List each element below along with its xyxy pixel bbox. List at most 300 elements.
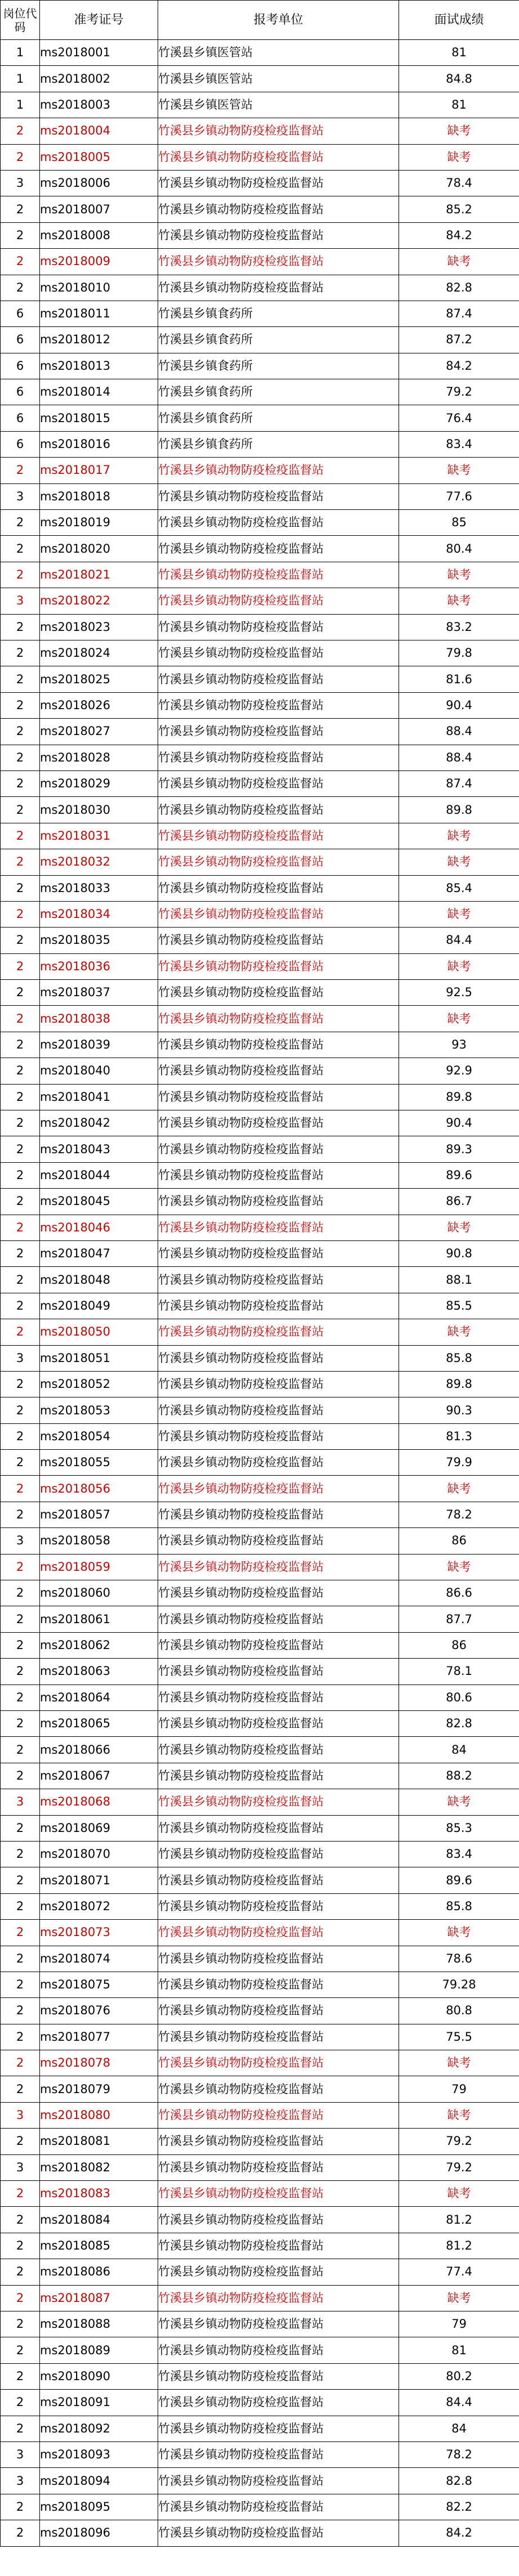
- cell-unit: 竹溪县乡镇食药所: [158, 405, 399, 431]
- cell-score: 缺考: [399, 1920, 519, 1946]
- cell-exam-id: ms2018040: [40, 1058, 158, 1084]
- cell-exam-id: ms2018063: [40, 1659, 158, 1685]
- cell-exam-id: ms2018051: [40, 1345, 158, 1371]
- cell-unit: 竹溪县乡镇动物防疫检疫监督站: [158, 1789, 399, 1815]
- cell-exam-id: ms2018053: [40, 1397, 158, 1423]
- table-row: [1, 275, 519, 301]
- cell-position-code: 2: [1, 2259, 40, 2285]
- cell-unit: 竹溪县乡镇动物防疫检疫监督站: [158, 1632, 399, 1658]
- cell-position-code: 2: [1, 719, 40, 745]
- cell-unit: 竹溪县乡镇动物防疫检疫监督站: [158, 1737, 399, 1763]
- cell-position-code: 2: [1, 1946, 40, 1972]
- cell-unit: 竹溪县乡镇动物防疫检疫监督站: [158, 1476, 399, 1502]
- cell-position-code: 2: [1, 614, 40, 640]
- cell-score: 81.6: [399, 666, 519, 692]
- cell-position-code: 6: [1, 405, 40, 431]
- cell-unit: 竹溪县乡镇动物防疫检疫监督站: [158, 2076, 399, 2102]
- table-row: [1, 849, 519, 875]
- cell-score: 78.2: [399, 2441, 519, 2467]
- cell-score: 81.3: [399, 1423, 519, 1449]
- cell-score: 93: [399, 1032, 519, 1058]
- table-row: [1, 980, 519, 1006]
- cell-exam-id: ms2018020: [40, 536, 158, 562]
- cell-exam-id: ms2018035: [40, 928, 158, 953]
- cell-unit: 竹溪县乡镇动物防疫检疫监督站: [158, 1946, 399, 1972]
- table-row: [1, 2076, 519, 2102]
- cell-position-code: 2: [1, 1032, 40, 1058]
- cell-exam-id: ms2018005: [40, 144, 158, 170]
- cell-unit: 竹溪县乡镇动物防疫检疫监督站: [158, 1450, 399, 1476]
- cell-exam-id: ms2018087: [40, 2285, 158, 2311]
- table-row: [1, 1606, 519, 1632]
- cell-position-code: 2: [1, 2390, 40, 2416]
- cell-score: 83.4: [399, 1841, 519, 1867]
- cell-score: 81.2: [399, 2207, 519, 2233]
- table-row: [1, 875, 519, 901]
- cell-exam-id: ms2018003: [40, 92, 158, 118]
- cell-score: 89.6: [399, 1162, 519, 1188]
- table-row: [1, 770, 519, 796]
- cell-score: 77.6: [399, 483, 519, 509]
- cell-position-code: 2: [1, 1240, 40, 1266]
- cell-score: 缺考: [399, 2102, 519, 2128]
- cell-unit: 竹溪县乡镇动物防疫检疫监督站: [158, 562, 399, 588]
- table-row: [1, 1972, 519, 1997]
- cell-exam-id: ms2018066: [40, 1737, 158, 1763]
- cell-unit: 竹溪县乡镇动物防疫检疫监督站: [158, 275, 399, 301]
- cell-position-code: 2: [1, 980, 40, 1006]
- cell-position-code: 3: [1, 1345, 40, 1371]
- cell-unit: 竹溪县乡镇动物防疫检疫监督站: [158, 458, 399, 483]
- cell-score: 76.4: [399, 405, 519, 431]
- cell-position-code: 2: [1, 1476, 40, 1502]
- cell-score: 84.2: [399, 222, 519, 248]
- cell-position-code: 2: [1, 666, 40, 692]
- cell-position-code: 2: [1, 2416, 40, 2441]
- cell-exam-id: ms2018060: [40, 1580, 158, 1606]
- cell-unit: 竹溪县乡镇动物防疫检疫监督站: [158, 2050, 399, 2076]
- cell-unit: 竹溪县乡镇动物防疫检疫监督站: [158, 797, 399, 823]
- cell-unit: 竹溪县乡镇动物防疫检疫监督站: [158, 2259, 399, 2285]
- cell-unit: 竹溪县乡镇动物防疫检疫监督站: [158, 2233, 399, 2259]
- table-row: [1, 301, 519, 326]
- cell-unit: 竹溪县乡镇动物防疫检疫监督站: [158, 1162, 399, 1188]
- table-row: [1, 745, 519, 770]
- cell-score: 87.4: [399, 770, 519, 796]
- table-row: [1, 2441, 519, 2467]
- cell-position-code: 2: [1, 640, 40, 666]
- cell-position-code: 3: [1, 1528, 40, 1554]
- cell-unit: 竹溪县乡镇动物防疫检疫监督站: [158, 1659, 399, 1685]
- cell-position-code: 2: [1, 2285, 40, 2311]
- table-row: [1, 1032, 519, 1058]
- cell-position-code: 3: [1, 2102, 40, 2128]
- cell-score: 缺考: [399, 849, 519, 875]
- cell-position-code: 2: [1, 2311, 40, 2337]
- cell-unit: 竹溪县乡镇动物防疫检疫监督站: [158, 222, 399, 248]
- table-row: [1, 2311, 519, 2337]
- cell-score: 84.2: [399, 2520, 519, 2546]
- cell-position-code: 2: [1, 1136, 40, 1162]
- cell-score: 80.6: [399, 1685, 519, 1710]
- cell-exam-id: ms2018018: [40, 483, 158, 509]
- table-row: [1, 510, 519, 536]
- cell-unit: 竹溪县乡镇动物防疫检疫监督站: [158, 875, 399, 901]
- table-row: [1, 2129, 519, 2154]
- table-row: [1, 1893, 519, 1919]
- cell-score: 81: [399, 2337, 519, 2363]
- cell-score: 缺考: [399, 1476, 519, 1502]
- cell-score: 缺考: [399, 901, 519, 927]
- table-header: [1, 1, 519, 40]
- cell-exam-id: ms2018067: [40, 1763, 158, 1789]
- cell-exam-id: ms2018077: [40, 2024, 158, 2050]
- table-row: [1, 2181, 519, 2207]
- table-row: [1, 1789, 519, 1815]
- cell-score: 85.8: [399, 1893, 519, 1919]
- cell-exam-id: ms2018024: [40, 640, 158, 666]
- table-row: [1, 2390, 519, 2416]
- cell-position-code: 2: [1, 2129, 40, 2154]
- cell-exam-id: ms2018045: [40, 1189, 158, 1215]
- cell-position-code: 2: [1, 1893, 40, 1919]
- cell-score: 75.5: [399, 2024, 519, 2050]
- cell-score: 90.4: [399, 1110, 519, 1136]
- table-row: [1, 196, 519, 222]
- cell-exam-id: ms2018031: [40, 823, 158, 849]
- cell-position-code: 2: [1, 1920, 40, 1946]
- table-row: [1, 458, 519, 483]
- cell-score: 80.2: [399, 2363, 519, 2389]
- cell-unit: 竹溪县乡镇动物防疫检疫监督站: [158, 640, 399, 666]
- cell-position-code: 2: [1, 875, 40, 901]
- cell-unit: 竹溪县乡镇动物防疫检疫监督站: [158, 1397, 399, 1423]
- cell-position-code: 2: [1, 2050, 40, 2076]
- cell-score: 87.2: [399, 327, 519, 353]
- cell-exam-id: ms2018088: [40, 2311, 158, 2337]
- cell-position-code: 3: [1, 2441, 40, 2467]
- cell-score: 79.2: [399, 379, 519, 405]
- cell-score: 78.1: [399, 1659, 519, 1685]
- table-row: [1, 2416, 519, 2441]
- table-row: [1, 2363, 519, 2389]
- cell-exam-id: ms2018083: [40, 2181, 158, 2207]
- cell-unit: 竹溪县乡镇动物防疫检疫监督站: [158, 2311, 399, 2337]
- cell-position-code: 2: [1, 770, 40, 796]
- cell-exam-id: ms2018092: [40, 2416, 158, 2441]
- cell-position-code: 2: [1, 1659, 40, 1685]
- cell-unit: 竹溪县乡镇动物防疫检疫监督站: [158, 901, 399, 927]
- cell-score: 89.3: [399, 1136, 519, 1162]
- cell-unit: 竹溪县乡镇医管站: [158, 66, 399, 92]
- cell-unit: 竹溪县乡镇食药所: [158, 379, 399, 405]
- cell-position-code: 2: [1, 275, 40, 301]
- cell-unit: 竹溪县乡镇动物防疫检疫监督站: [158, 1371, 399, 1397]
- cell-position-code: 2: [1, 1058, 40, 1084]
- cell-unit: 竹溪县乡镇动物防疫检疫监督站: [158, 2416, 399, 2441]
- cell-unit: 竹溪县乡镇动物防疫检疫监督站: [158, 823, 399, 849]
- table-row: [1, 1920, 519, 1946]
- cell-exam-id: ms2018026: [40, 692, 158, 718]
- cell-position-code: 2: [1, 1841, 40, 1867]
- table-row: [1, 823, 519, 849]
- table-row: [1, 1711, 519, 1737]
- cell-score: 缺考: [399, 458, 519, 483]
- cell-exam-id: ms2018034: [40, 901, 158, 927]
- cell-unit: 竹溪县乡镇动物防疫检疫监督站: [158, 1345, 399, 1371]
- cell-exam-id: ms2018080: [40, 2102, 158, 2128]
- cell-position-code: 2: [1, 1110, 40, 1136]
- cell-position-code: 2: [1, 1189, 40, 1215]
- cell-position-code: 2: [1, 1006, 40, 1032]
- cell-score: 86.7: [399, 1189, 519, 1215]
- cell-exam-id: ms2018013: [40, 353, 158, 379]
- cell-score: 92.5: [399, 980, 519, 1006]
- cell-exam-id: ms2018001: [40, 40, 158, 66]
- cell-exam-id: ms2018093: [40, 2441, 158, 2467]
- cell-position-code: 2: [1, 1685, 40, 1710]
- cell-unit: 竹溪县乡镇动物防疫检疫监督站: [158, 980, 399, 1006]
- cell-score: 85.4: [399, 875, 519, 901]
- cell-exam-id: ms2018052: [40, 1371, 158, 1397]
- cell-position-code: 2: [1, 1215, 40, 1240]
- cell-score: 87.7: [399, 1606, 519, 1632]
- cell-unit: 竹溪县乡镇动物防疫检疫监督站: [158, 118, 399, 144]
- table-row: [1, 1685, 519, 1710]
- cell-score: 86: [399, 1528, 519, 1554]
- cell-unit: 竹溪县乡镇动物防疫检疫监督站: [158, 1711, 399, 1737]
- cell-position-code: 2: [1, 1502, 40, 1527]
- table-row: [1, 1815, 519, 1841]
- table-row: [1, 2468, 519, 2494]
- cell-position-code: 1: [1, 66, 40, 92]
- cell-exam-id: ms2018058: [40, 1528, 158, 1554]
- cell-score: 缺考: [399, 1789, 519, 1815]
- cell-position-code: 2: [1, 1319, 40, 1345]
- table-row: [1, 353, 519, 379]
- cell-exam-id: ms2018079: [40, 2076, 158, 2102]
- cell-score: 81: [399, 92, 519, 118]
- cell-exam-id: ms2018089: [40, 2337, 158, 2363]
- cell-score: 83.2: [399, 614, 519, 640]
- table-row: [1, 614, 519, 640]
- cell-position-code: 6: [1, 431, 40, 457]
- cell-unit: 竹溪县乡镇动物防疫检疫监督站: [158, 1058, 399, 1084]
- cell-unit: 竹溪县乡镇动物防疫检疫监督站: [158, 1189, 399, 1215]
- cell-unit: 竹溪县乡镇动物防疫检疫监督站: [158, 849, 399, 875]
- cell-score: 82.8: [399, 1711, 519, 1737]
- cell-unit: 竹溪县乡镇动物防疫检疫监督站: [158, 170, 399, 196]
- cell-position-code: 6: [1, 327, 40, 353]
- cell-exam-id: ms2018055: [40, 1450, 158, 1476]
- cell-exam-id: ms2018029: [40, 770, 158, 796]
- cell-score: 86.6: [399, 1580, 519, 1606]
- cell-exam-id: ms2018069: [40, 1815, 158, 1841]
- cell-score: 87.4: [399, 301, 519, 326]
- cell-exam-id: ms2018039: [40, 1032, 158, 1058]
- cell-score: 缺考: [399, 1319, 519, 1345]
- cell-unit: 竹溪县乡镇动物防疫检疫监督站: [158, 1893, 399, 1919]
- cell-score: 84: [399, 2416, 519, 2441]
- cell-unit: 竹溪县乡镇动物防疫检疫监督站: [158, 1006, 399, 1032]
- cell-exam-id: ms2018043: [40, 1136, 158, 1162]
- cell-score: 82.8: [399, 275, 519, 301]
- table-row: [1, 1502, 519, 1527]
- cell-unit: 竹溪县乡镇动物防疫检疫监督站: [158, 2207, 399, 2233]
- cell-position-code: 2: [1, 1867, 40, 1893]
- cell-position-code: 2: [1, 823, 40, 849]
- cell-score: 90.3: [399, 1397, 519, 1423]
- cell-score: 88.2: [399, 1763, 519, 1789]
- table-row: [1, 2024, 519, 2050]
- table-row: [1, 901, 519, 927]
- cell-exam-id: ms2018004: [40, 118, 158, 144]
- header-exam-id: 准考证号: [40, 1, 158, 40]
- table-row: [1, 1841, 519, 1867]
- cell-exam-id: ms2018025: [40, 666, 158, 692]
- cell-score: 86: [399, 1632, 519, 1658]
- cell-unit: 竹溪县乡镇动物防疫检疫监督站: [158, 2520, 399, 2546]
- cell-exam-id: ms2018011: [40, 301, 158, 326]
- cell-position-code: 2: [1, 1084, 40, 1110]
- cell-unit: 竹溪县乡镇动物防疫检疫监督站: [158, 1032, 399, 1058]
- cell-exam-id: ms2018064: [40, 1685, 158, 1710]
- cell-score: 79: [399, 2311, 519, 2337]
- cell-unit: 竹溪县乡镇动物防疫检疫监督站: [158, 536, 399, 562]
- cell-score: 78.4: [399, 170, 519, 196]
- cell-position-code: 2: [1, 144, 40, 170]
- cell-score: 88.4: [399, 745, 519, 770]
- table-row: [1, 666, 519, 692]
- cell-unit: 竹溪县乡镇动物防疫检疫监督站: [158, 1841, 399, 1867]
- table-row: [1, 2102, 519, 2128]
- table-row: [1, 1319, 519, 1345]
- cell-unit: 竹溪县乡镇动物防疫检疫监督站: [158, 2181, 399, 2207]
- cell-exam-id: ms2018049: [40, 1293, 158, 1319]
- table-row: [1, 1293, 519, 1319]
- cell-unit: 竹溪县乡镇食药所: [158, 431, 399, 457]
- cell-unit: 竹溪县乡镇动物防疫检疫监督站: [158, 1606, 399, 1632]
- cell-position-code: 2: [1, 1371, 40, 1397]
- cell-unit: 竹溪县乡镇动物防疫检疫监督站: [158, 770, 399, 796]
- cell-exam-id: ms2018084: [40, 2207, 158, 2233]
- table-row: [1, 536, 519, 562]
- cell-unit: 竹溪县乡镇动物防疫检疫监督站: [158, 1240, 399, 1266]
- cell-score: 78.2: [399, 1502, 519, 1527]
- cell-score: 85.5: [399, 1293, 519, 1319]
- cell-exam-id: ms2018033: [40, 875, 158, 901]
- table-row: [1, 1240, 519, 1266]
- cell-exam-id: ms2018094: [40, 2468, 158, 2494]
- cell-unit: 竹溪县乡镇动物防疫检疫监督站: [158, 1502, 399, 1527]
- cell-exam-id: ms2018078: [40, 2050, 158, 2076]
- cell-exam-id: ms2018007: [40, 196, 158, 222]
- cell-score: 92.9: [399, 1058, 519, 1084]
- cell-unit: 竹溪县乡镇动物防疫检疫监督站: [158, 2441, 399, 2467]
- table-row: [1, 1580, 519, 1606]
- table-row: [1, 1267, 519, 1293]
- cell-score: 缺考: [399, 2181, 519, 2207]
- table-row: [1, 2520, 519, 2546]
- cell-unit: 竹溪县乡镇动物防疫检疫监督站: [158, 2494, 399, 2520]
- table-row: [1, 2285, 519, 2311]
- cell-unit: 竹溪县乡镇动物防疫检疫监督站: [158, 2468, 399, 2494]
- cell-exam-id: ms2018082: [40, 2154, 158, 2180]
- cell-exam-id: ms2018015: [40, 405, 158, 431]
- cell-exam-id: ms2018030: [40, 797, 158, 823]
- table-row: [1, 1554, 519, 1580]
- cell-unit: 竹溪县乡镇动物防疫检疫监督站: [158, 1319, 399, 1345]
- table-row: [1, 1084, 519, 1110]
- cell-exam-id: ms2018086: [40, 2259, 158, 2285]
- cell-score: 79.2: [399, 2129, 519, 2154]
- cell-score: 缺考: [399, 823, 519, 849]
- table-row: [1, 1058, 519, 1084]
- cell-score: 79.9: [399, 1450, 519, 1476]
- cell-position-code: 2: [1, 1998, 40, 2024]
- table-row: [1, 1946, 519, 1972]
- cell-score: 83.4: [399, 431, 519, 457]
- cell-exam-id: ms2018074: [40, 1946, 158, 1972]
- cell-position-code: 3: [1, 2154, 40, 2180]
- cell-position-code: 6: [1, 353, 40, 379]
- table-row: [1, 1998, 519, 2024]
- cell-score: 缺考: [399, 953, 519, 979]
- cell-position-code: 2: [1, 458, 40, 483]
- table-row: [1, 118, 519, 144]
- cell-exam-id: ms2018072: [40, 1893, 158, 1919]
- table-body: [1, 40, 519, 2547]
- cell-position-code: 3: [1, 588, 40, 614]
- cell-position-code: 2: [1, 536, 40, 562]
- cell-position-code: 2: [1, 745, 40, 770]
- cell-position-code: 2: [1, 1450, 40, 1476]
- cell-exam-id: ms2018032: [40, 849, 158, 875]
- cell-score: 79.8: [399, 640, 519, 666]
- table-row: [1, 1476, 519, 1502]
- header-position-code: 岗位代码: [1, 1, 40, 40]
- cell-unit: 竹溪县乡镇动物防疫检疫监督站: [158, 1815, 399, 1841]
- cell-unit: 竹溪县乡镇动物防疫检疫监督站: [158, 144, 399, 170]
- table-row: [1, 719, 519, 745]
- table-row: [1, 2233, 519, 2259]
- cell-score: 85.2: [399, 196, 519, 222]
- cell-score: 缺考: [399, 1554, 519, 1580]
- cell-score: 79: [399, 2076, 519, 2102]
- table-row: [1, 1867, 519, 1893]
- cell-score: 缺考: [399, 2285, 519, 2311]
- cell-unit: 竹溪县乡镇动物防疫检疫监督站: [158, 1110, 399, 1136]
- cell-position-code: 2: [1, 1293, 40, 1319]
- cell-score: 84.2: [399, 353, 519, 379]
- cell-position-code: 2: [1, 1972, 40, 1997]
- table-row: [1, 379, 519, 405]
- cell-unit: 竹溪县乡镇动物防疫检疫监督站: [158, 1267, 399, 1293]
- cell-score: 77.4: [399, 2259, 519, 2285]
- cell-unit: 竹溪县乡镇动物防疫检疫监督站: [158, 2285, 399, 2311]
- cell-exam-id: ms2018042: [40, 1110, 158, 1136]
- cell-unit: 竹溪县乡镇动物防疫检疫监督站: [158, 1293, 399, 1319]
- cell-score: 88.4: [399, 719, 519, 745]
- cell-score: 84.4: [399, 2390, 519, 2416]
- cell-score: 78.6: [399, 1946, 519, 1972]
- cell-unit: 竹溪县乡镇动物防疫检疫监督站: [158, 1867, 399, 1893]
- cell-score: 82.8: [399, 2468, 519, 2494]
- cell-exam-id: ms2018047: [40, 1240, 158, 1266]
- cell-position-code: 2: [1, 249, 40, 275]
- cell-exam-id: ms2018059: [40, 1554, 158, 1580]
- cell-score: 89.8: [399, 797, 519, 823]
